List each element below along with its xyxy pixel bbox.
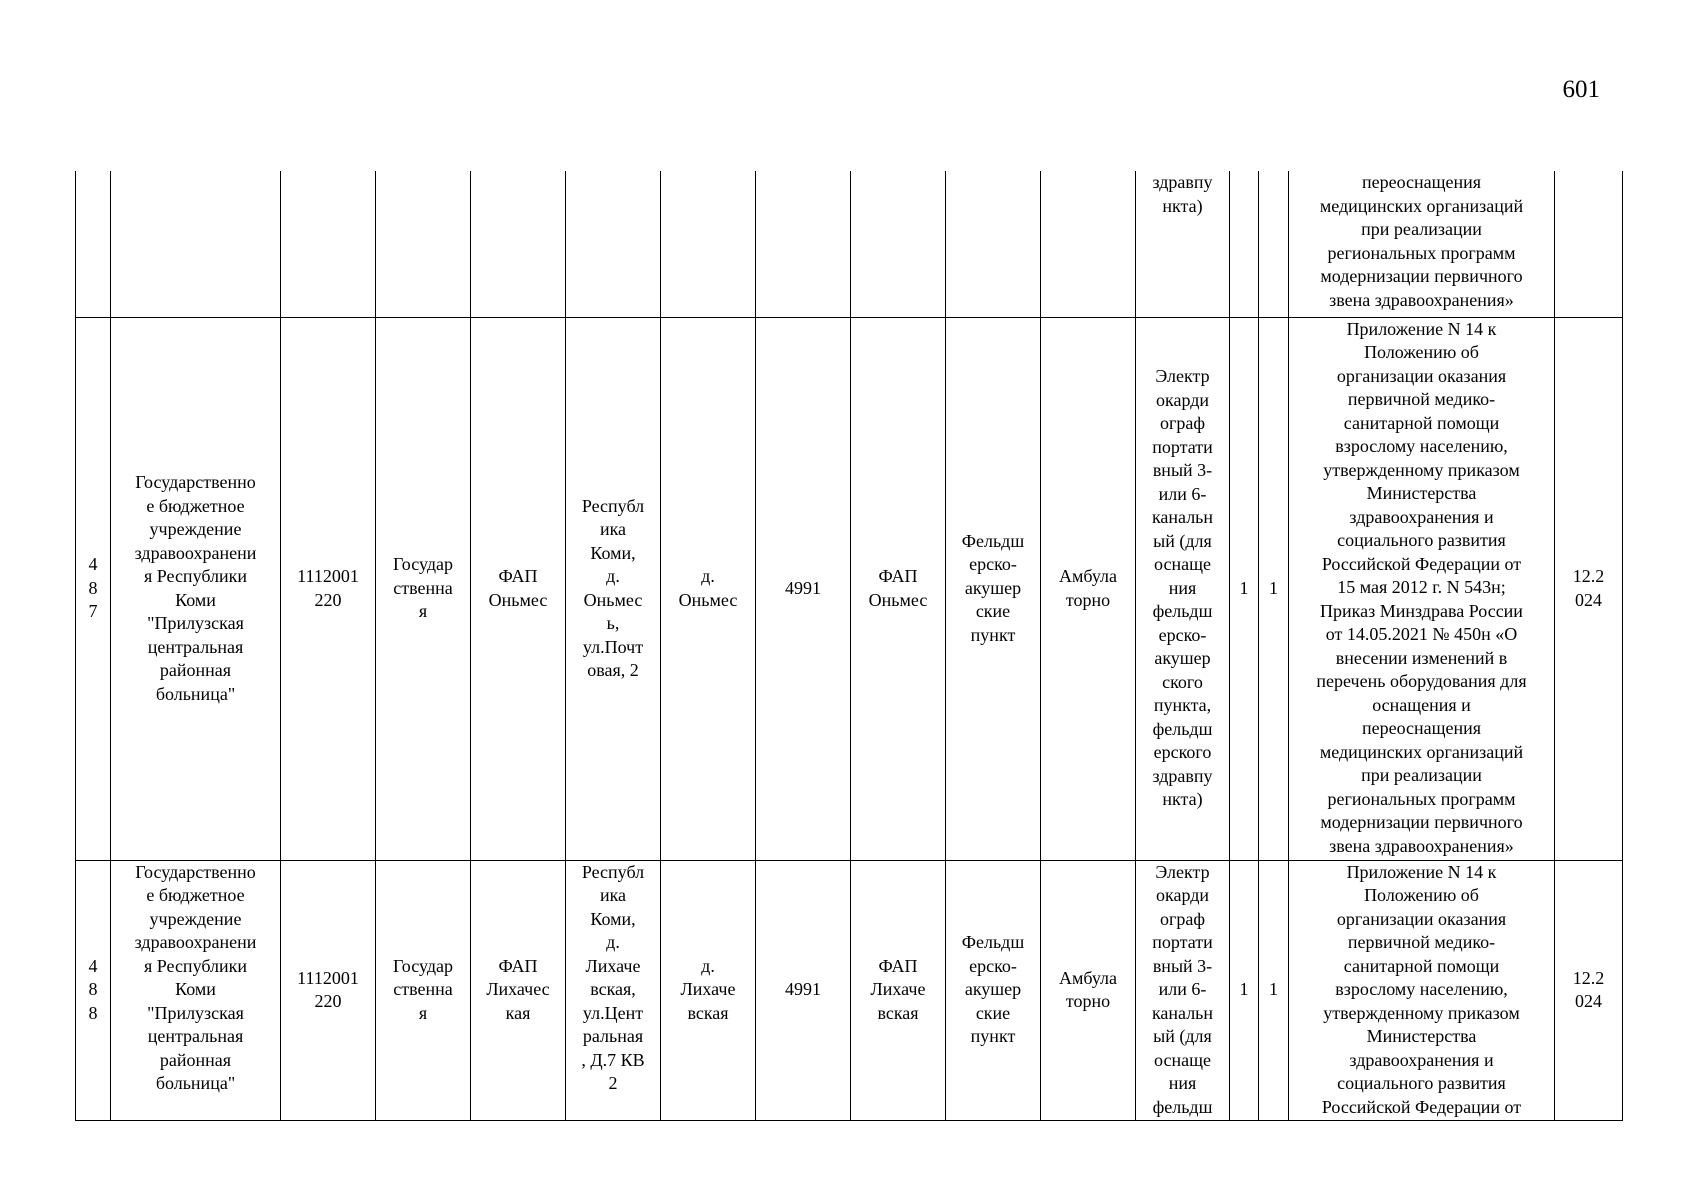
cell-date: 12.2 024 xyxy=(1555,860,1623,1120)
table-row xyxy=(76,317,1623,860)
cell-code: 1112001 220 xyxy=(281,860,376,1120)
cell-date: 12.2 024 xyxy=(1555,317,1623,860)
cell-qty-plan: 1 xyxy=(1259,860,1289,1120)
cell-unit xyxy=(471,171,566,317)
cell-regulation: переоснащения медицинских организаций при реализации региональных программ модернизации первичного звена здравоохранения» xyxy=(1289,171,1555,317)
cell-care-type: Амбула торно xyxy=(1041,860,1136,1120)
cell-regulation: Приложение N 14 к Положению об организации оказания первичной медико- санитарной помощи взрослому населению, утвержденному приказом Министерства здравоохранения и социального развития Российской Федерации от 15 мая 2012 г. N 543н; Приказ Минздрава России от 14.05.2021 № 450н «О внесении изменений в перечень оборудования для оснащения и переоснащения медицинских организаций при реализации региональных программ модернизации первичного звена здравоохранения» xyxy=(1289,317,1555,860)
cell-qty-plan: 1 xyxy=(1259,317,1289,860)
cell-ownership xyxy=(376,171,471,317)
cell-settlement: д. Оньмес xyxy=(661,317,756,860)
cell-care-type xyxy=(1041,171,1136,317)
cell-population: 4991 xyxy=(756,317,851,860)
cell-unit2 xyxy=(851,171,946,317)
cell-organization xyxy=(111,171,281,317)
cell-equipment: здравпу нкта) xyxy=(1136,171,1230,317)
cell-date xyxy=(1555,171,1623,317)
cell-unit2: ФАП Оньмес xyxy=(851,317,946,860)
cell-qty-need xyxy=(1230,171,1259,317)
cell-unit: ФАП Оньмес xyxy=(471,317,566,860)
cell-ownership: Государ ственна я xyxy=(376,860,471,1120)
cell-care-type: Амбула торно xyxy=(1041,317,1136,860)
cell-address: Республ ика Коми, д. Лихаче вская, ул.Цент ральная , Д.7 КВ 2 xyxy=(566,860,661,1120)
cell-qty-need: 1 xyxy=(1230,860,1259,1120)
cell-unit: ФАП Лихачес кая xyxy=(471,860,566,1120)
cell-qty-plan xyxy=(1259,171,1289,317)
cell-unit-type: Фельдш ерско- акушер ские пункт xyxy=(946,317,1041,860)
table-row xyxy=(76,860,1623,1120)
page-number: 601 xyxy=(1562,76,1600,103)
cell-num: 4 8 7 xyxy=(76,317,111,860)
cell-settlement: д. Лихаче вская xyxy=(661,860,756,1120)
cell-unit2: ФАП Лихаче вская xyxy=(851,860,946,1120)
cell-equipment: Электр окарди ограф портати вный 3- или 6- канальн ый (для оснаще ния фельдш xyxy=(1136,860,1230,1120)
cell-unit-type xyxy=(946,171,1041,317)
continuation-row xyxy=(76,171,1623,317)
cell-code: 1112001 220 xyxy=(281,317,376,860)
cell-organization: Государственно е бюджетное учреждение здравоохранени я Республики Коми "Прилузская центральная районная больница" xyxy=(111,860,281,1120)
cell-qty-need: 1 xyxy=(1230,317,1259,860)
cell-population: 4991 xyxy=(756,860,851,1120)
cell-address xyxy=(566,171,661,317)
cell-num xyxy=(76,171,111,317)
equipment-table xyxy=(75,171,1623,1121)
cell-unit-type: Фельдш ерско- акушер ские пункт xyxy=(946,860,1041,1120)
cell-equipment: Электр окарди ограф портати вный 3- или 6- канальн ый (для оснаще ния фельдш ерско- акушер ского пункта, фельдш ерского здравпу нкта) xyxy=(1136,317,1230,860)
cell-settlement xyxy=(661,171,756,317)
cell-code xyxy=(281,171,376,317)
cell-regulation: Приложение N 14 к Положению об организации оказания первичной медико- санитарной помощи взрослому населению, утвержденному приказом Министерства здравоохранения и социального развития Российской Федерации от xyxy=(1289,860,1555,1120)
cell-num: 4 8 8 xyxy=(76,860,111,1120)
cell-organization: Государственно е бюджетное учреждение здравоохранени я Республики Коми "Прилузская центральная районная больница" xyxy=(111,317,281,860)
cell-address: Республ ика Коми, д. Оньмес ь, ул.Почт овая, 2 xyxy=(566,317,661,860)
cell-population xyxy=(756,171,851,317)
cell-ownership: Государ ственна я xyxy=(376,317,471,860)
